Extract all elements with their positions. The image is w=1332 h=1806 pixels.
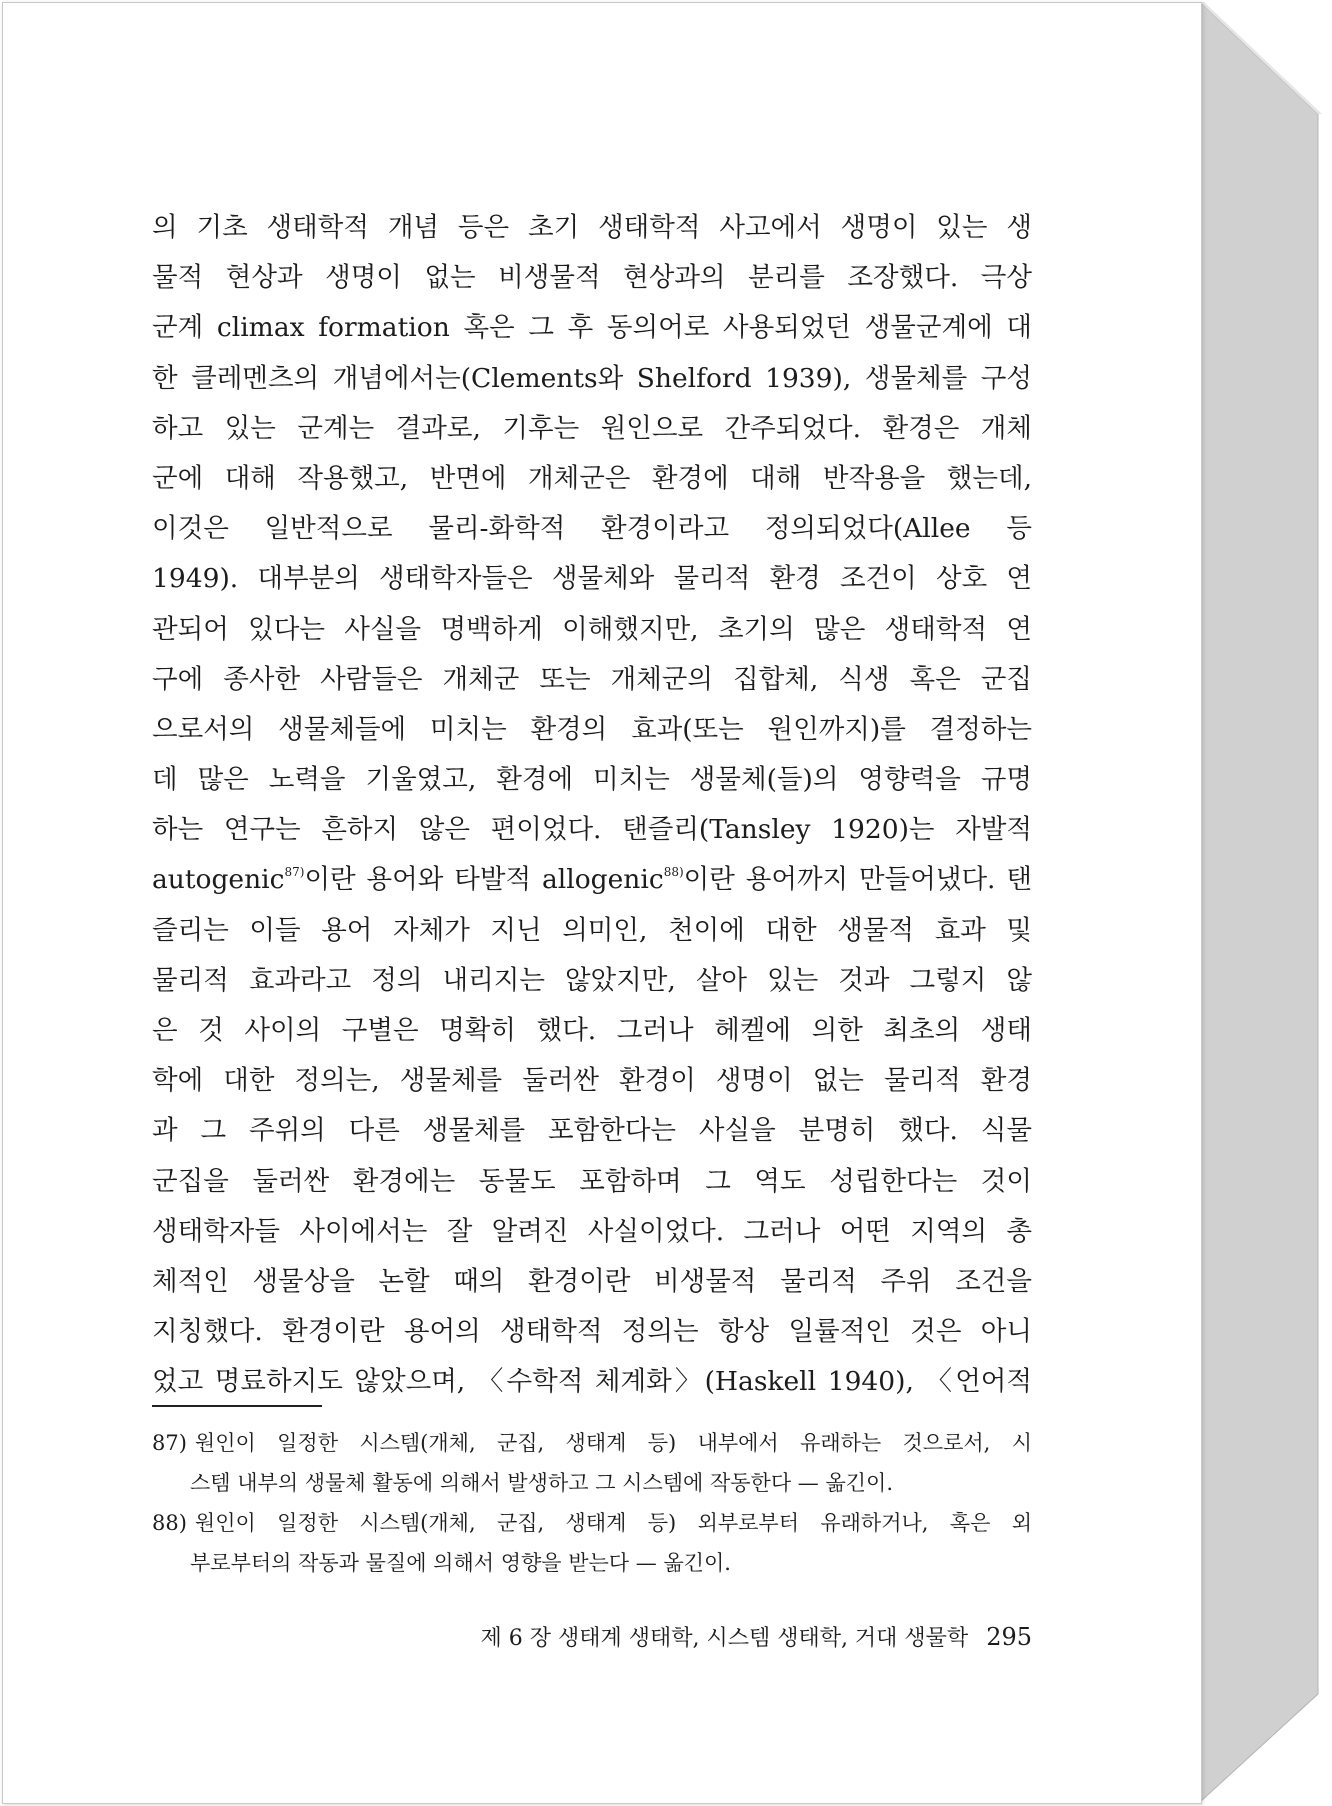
footnote-number: 87) [152,1431,187,1455]
body-line: 과 그 주위의 다른 생물체를 포함한다는 사실을 분명히 했다. 식물 [152,1115,1032,1147]
body-line: 즐리는 이들 용어 자체가 지닌 의미인, 천이에 대한 생물적 효과 및 [152,914,1032,946]
chapter-title: 제 6 장 생태계 생태학, 시스템 생태학, 거대 생물학 [480,1626,969,1651]
footnote-text: 원인이 일정한 시스템(개체, 군집, 생태계 등) 외부로부터 유래하거나, 혹은 외 [194,1511,1032,1535]
footnote-88 [152,1503,1032,1583]
body-line-with-footnotes [152,855,1032,905]
body-line: 하고 있는 군계는 결과로, 기후는 원인으로 간주되었다. 환경은 개체 [152,412,1032,444]
body-line: 었고 명료하지도 않았으며, 〈수학적 체계화〉(Haskell 1940), 〈언어적 [152,1366,1032,1398]
term-autogenic: autogenic [152,864,285,896]
footnote-divider [152,1405,322,1407]
body-segment: 이란 용어까지 만들어냈다. 탠 [683,864,1032,896]
body-line: 하는 연구는 흔하지 않은 편이었다. 탠즐리(Tansley 1920)는 자발적 [152,814,1032,846]
page-number: 295 [986,1623,1032,1651]
body-segment: 이란 용어와 타발적 allogenic [304,864,664,896]
footnote-ref-88[interactable]: 88) [663,865,684,880]
body-line: 데 많은 노력을 기울였고, 환경에 미치는 생물체(들)의 영향력을 규명 [152,764,1032,796]
body-line: 물적 현상과 생명이 없는 비생물적 현상과의 분리를 조장했다. 극상 [152,262,1032,294]
body-line: 체적인 생물상을 논할 때의 환경이란 비생물적 물리적 주위 조건을 [152,1265,1032,1297]
footnote-line: 스템 내부의 생물체 활동에 의해서 발생하고 그 시스템에 작동한다 — 옮긴이. [190,1471,894,1495]
footnote-87 [152,1423,1032,1503]
body-line: 구에 종사한 사람들은 개체군 또는 개체군의 집합체, 식생 혹은 군집 [152,663,1032,695]
footnote-text: 원인이 일정한 시스템(개체, 군집, 생태계 등) 내부에서 유래하는 것으로서, 시 [194,1431,1032,1455]
footnote-ref-87[interactable]: 87) [284,865,305,880]
book-spine-edge [1200,2,1328,1802]
body-line: 물리적 효과라고 정의 내리지는 않았지만, 살아 있는 것과 그렇지 않 [152,964,1032,996]
running-footer [152,1621,1032,1652]
body-line: 군계 climax formation 혹은 그 후 동의어로 사용되었던 생물군계에 대 [152,312,1032,344]
footnote-line [152,1503,1032,1543]
body-line: 으로서의 생물체들에 미치는 환경의 효과(또는 원인까지)를 결정하는 [152,713,1032,745]
body-line: 관되어 있다는 사실을 명백하게 이해했지만, 초기의 많은 생태학적 연 [152,613,1032,645]
body-line: 생태학자들 사이에서는 잘 알려진 사실이었다. 그러나 어떤 지역의 총 [152,1215,1032,1247]
footnotes [152,1423,1032,1583]
body-line: 학에 대한 정의는, 생물체를 둘러싼 환경이 생명이 없는 물리적 환경 [152,1065,1032,1097]
body-line: 군에 대해 작용했고, 반면에 개체군은 환경에 대해 반작용을 했는데, [152,462,1032,494]
footnote-line [152,1423,1032,1463]
body-line: 이것은 일반적으로 물리-화학적 환경이라고 정의되었다(Allee 등 [152,513,1032,545]
body-line: 지칭했다. 환경이란 용어의 생태학적 정의는 항상 일률적인 것은 아니 [152,1316,1032,1348]
footnote-line: 부로부터의 작동과 물질에 의해서 영향을 받는다 — 옮긴이. [190,1551,731,1575]
body-line: 군집을 둘러싼 환경에는 동물도 포함하며 그 역도 성립한다는 것이 [152,1165,1032,1197]
body-line: 의 기초 생태학적 개념 등은 초기 생태학적 사고에서 생명이 있는 생 [152,212,1032,243]
body-line: 한 클레멘츠의 개념에서는(Clements와 Shelford 1939), 생물체를 구성 [152,362,1032,394]
footnote-number: 88) [152,1511,187,1535]
body-text [152,203,1032,1408]
body-line: 은 것 사이의 구별은 명확히 했다. 그러나 헤켈에 의한 최초의 생태 [152,1015,1032,1046]
body-line: 1949). 대부분의 생태학자들은 생물체와 물리적 환경 조건이 상호 연 [152,563,1032,595]
